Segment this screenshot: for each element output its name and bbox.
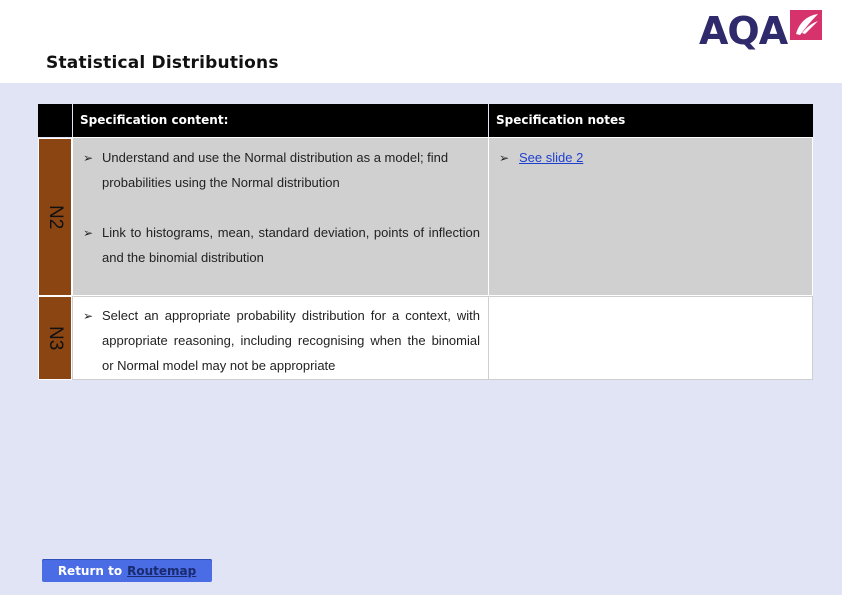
table-row <box>72 296 489 380</box>
page-header <box>0 0 842 83</box>
list-item: Understand and use the Normal distribution as a model; find probabilities using the Normal distribution <box>102 150 449 190</box>
return-to-routemap-button[interactable] <box>42 559 212 582</box>
header-spec-content: Specification content: <box>73 104 488 137</box>
list-item: Select an appropriate probability distribution for a context, with appropriate reasoning, including recognising when the binomial or Normal model may not be appropriate <box>102 308 480 373</box>
table-header-row <box>38 104 813 137</box>
aqa-logo <box>699 8 822 54</box>
row-tag-n2 <box>38 138 72 296</box>
arrow-bullet-icon: ➢ <box>83 226 94 240</box>
arrow-bullet-icon: ➢ <box>83 309 94 323</box>
table-row <box>72 137 489 296</box>
notes-cell <box>488 296 813 380</box>
see-slide-link[interactable]: See slide 2 <box>519 150 584 165</box>
list-item: Link to histograms, mean, standard deviation, points of inflection and the binomial distribution <box>102 225 480 265</box>
header-tag-cell <box>38 104 72 137</box>
routemap-link[interactable]: Routemap <box>127 563 197 578</box>
row-tag-label: N2 <box>45 204 66 230</box>
notes-cell <box>488 137 813 296</box>
return-label: Return to <box>57 563 123 578</box>
arrow-bullet-icon: ➢ <box>499 151 510 165</box>
arrow-bullet-icon: ➢ <box>83 151 94 165</box>
aqa-swoosh-icon <box>790 10 822 40</box>
row-tag-n3 <box>38 296 72 380</box>
page-title: Statistical Distributions <box>46 53 279 73</box>
logo-text: AQA <box>699 9 788 53</box>
row-tag-label: N3 <box>45 325 66 351</box>
header-spec-notes: Specification notes <box>489 104 813 137</box>
